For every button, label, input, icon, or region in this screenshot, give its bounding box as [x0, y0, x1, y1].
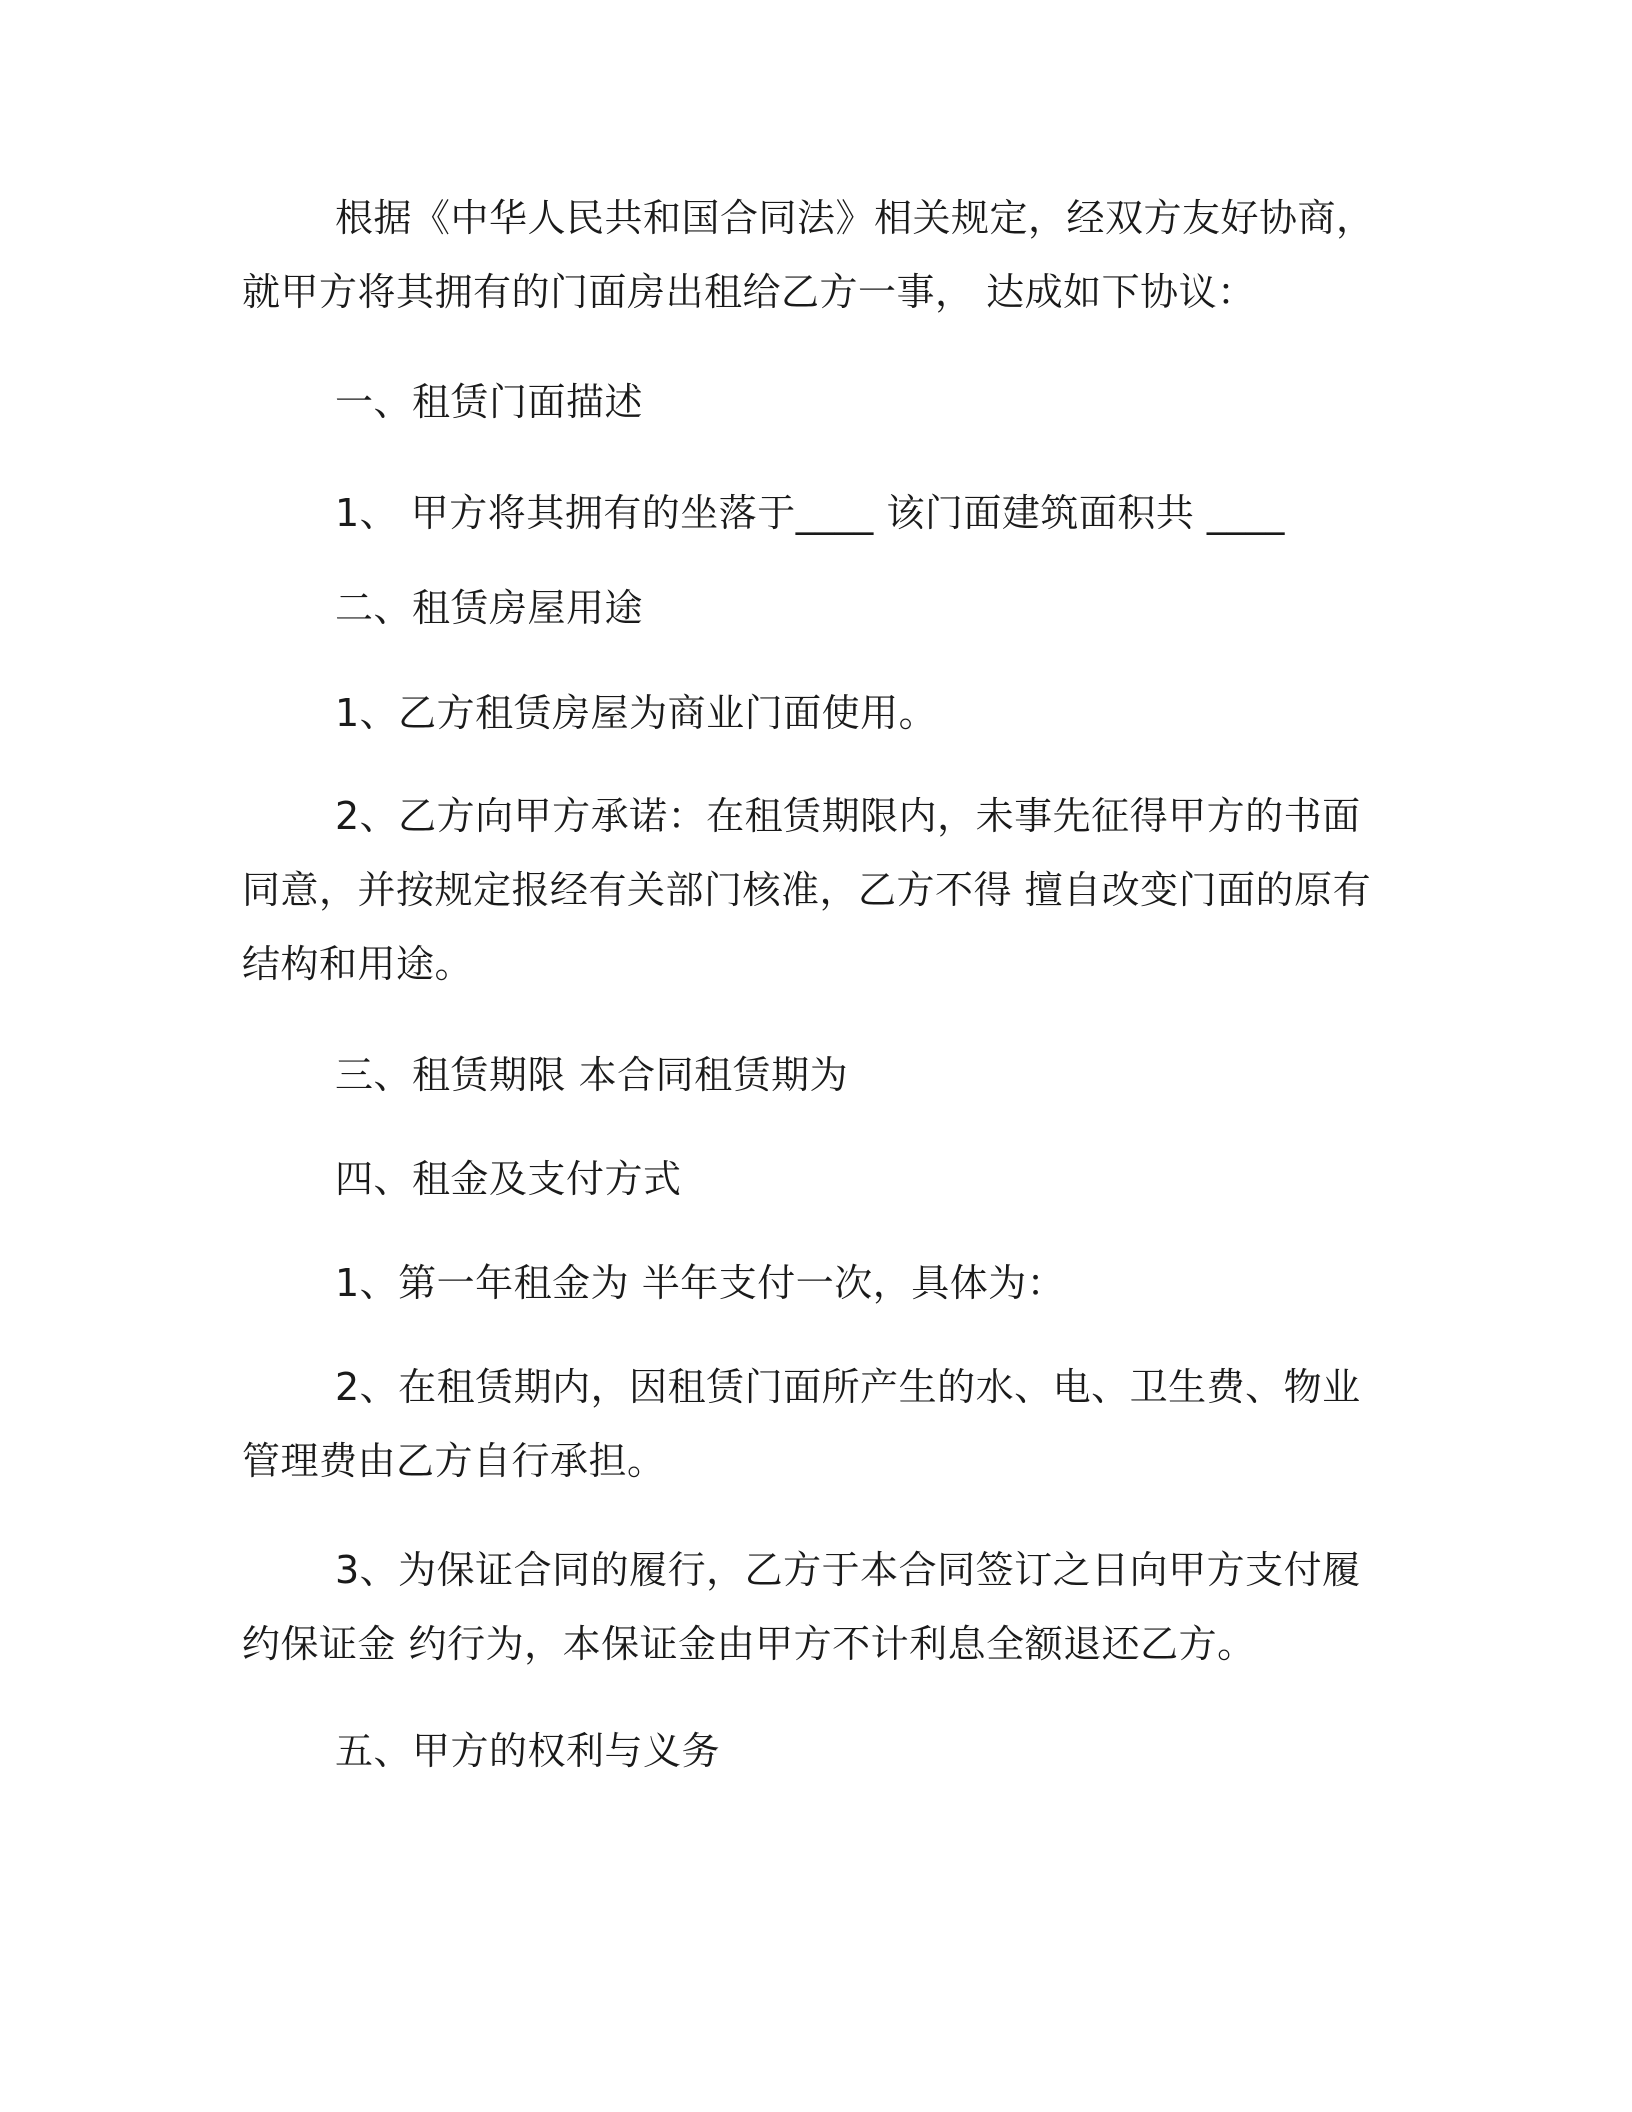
- section-heading-4: 四、租金及支付方式: [335, 1157, 682, 1201]
- clause-2-1: 1、乙方租赁房屋为商业门面使用。: [335, 691, 938, 735]
- section-heading-2: 二、租赁房屋用途: [335, 586, 644, 630]
- clause-4-3: 3、为保证合同的履行，乙方于本合同签订之日向甲方支付履约保证金 约行为，本保证金由甲方不计利息全额退还乙方。: [242, 1548, 1361, 1666]
- clause-2-2: 2、乙方向甲方承诺：在租赁期限内，未事先征得甲方的书面同意，并按规定报经有关部门核准，乙方不得 擅自改变门面的原有结构和用途。: [242, 794, 1372, 986]
- section-heading-3: 三、租赁期限 本合同租赁期为: [335, 1053, 849, 1097]
- clause-4-1: 1、第一年租金为 半年支付一次，具体为：: [335, 1261, 1066, 1305]
- clause-1-1: 1、 甲方将其拥有的坐落于____ 该门面建筑面积共 ____: [335, 491, 1285, 535]
- section-heading-5: 五、甲方的权利与义务: [335, 1729, 721, 1773]
- clause-4-2: 2、在租赁期内，因租赁门面所产生的水、电、卫生费、物业管理费由乙方自行承担。: [242, 1365, 1361, 1483]
- section-heading-1: 一、租赁门面描述: [335, 380, 644, 424]
- intro-paragraph: 根据《中华人民共和国合同法》相关规定，经双方友好协商，就甲方将其拥有的门面房出租给乙方一事， 达成如下协议：: [242, 196, 1375, 314]
